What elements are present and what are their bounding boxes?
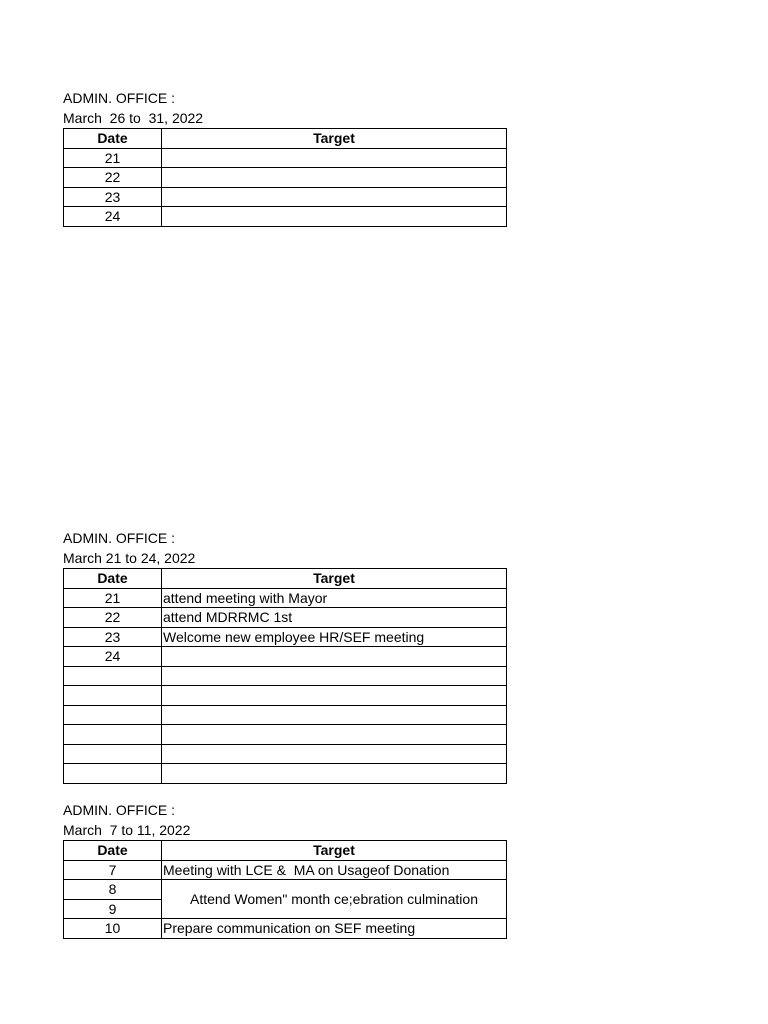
date-cell: 8 xyxy=(64,880,162,900)
table-row xyxy=(64,725,507,745)
table-row xyxy=(64,168,507,188)
table-row xyxy=(64,627,507,647)
office-heading: ADMIN. OFFICE : xyxy=(63,802,175,818)
table-row xyxy=(64,647,507,667)
date-cell: 22 xyxy=(64,608,162,628)
date-header: Date xyxy=(64,129,162,149)
table-row xyxy=(64,686,507,706)
target-header: Target xyxy=(162,129,507,149)
table-row xyxy=(64,744,507,764)
target-cell xyxy=(162,187,507,207)
target-cell xyxy=(162,705,507,725)
section-march-7-11 xyxy=(63,800,507,939)
office-heading: ADMIN. OFFICE : xyxy=(63,530,175,546)
target-cell: attend meeting with Mayor xyxy=(162,588,507,608)
table-row xyxy=(64,764,507,784)
date-header: Date xyxy=(64,841,162,861)
target-header: Target xyxy=(162,841,507,861)
target-cell xyxy=(162,148,507,168)
target-cell xyxy=(162,764,507,784)
table-row xyxy=(64,608,507,628)
target-cell xyxy=(162,168,507,188)
date-cell: 24 xyxy=(64,647,162,667)
header-row xyxy=(64,129,507,149)
date-cell: 9 xyxy=(64,899,162,919)
period-heading: March 7 to 11, 2022 xyxy=(63,822,191,838)
target-cell xyxy=(162,725,507,745)
target-table xyxy=(63,128,507,227)
period-heading: March 26 to 31, 2022 xyxy=(63,110,204,126)
target-cell xyxy=(162,686,507,706)
date-cell xyxy=(64,744,162,764)
date-cell: 23 xyxy=(64,187,162,207)
header-row xyxy=(64,841,507,861)
date-cell: 23 xyxy=(64,627,162,647)
target-cell: Prepare communication on SEF meeting xyxy=(162,919,507,939)
table-row xyxy=(64,207,507,227)
date-cell xyxy=(64,764,162,784)
header-row xyxy=(64,569,507,589)
table-row xyxy=(64,860,507,880)
table-row xyxy=(64,919,507,939)
date-cell xyxy=(64,666,162,686)
date-cell xyxy=(64,725,162,745)
date-cell: 24 xyxy=(64,207,162,227)
section-march-26-31 xyxy=(63,88,507,227)
target-cell xyxy=(162,744,507,764)
target-table xyxy=(63,840,507,939)
period-heading: March 21 to 24, 2022 xyxy=(63,550,196,566)
table-row xyxy=(64,148,507,168)
date-cell: 22 xyxy=(64,168,162,188)
date-cell: 21 xyxy=(64,588,162,608)
date-cell: 7 xyxy=(64,860,162,880)
date-cell xyxy=(64,705,162,725)
target-cell xyxy=(162,666,507,686)
section-march-21-24 xyxy=(63,528,507,784)
target-cell: Meeting with LCE & MA on Usageof Donation xyxy=(162,860,507,880)
target-cell: Welcome new employee HR/SEF meeting xyxy=(162,627,507,647)
date-header: Date xyxy=(64,569,162,589)
merged-target-cell: Attend Women" month ce;ebration culmination xyxy=(162,880,507,919)
table-row xyxy=(64,705,507,725)
target-cell: attend MDRRMC 1st xyxy=(162,608,507,628)
target-table xyxy=(63,568,507,784)
table-row xyxy=(64,666,507,686)
date-cell xyxy=(64,686,162,706)
table-row xyxy=(64,880,507,900)
date-cell: 10 xyxy=(64,919,162,939)
date-cell: 21 xyxy=(64,148,162,168)
table-row xyxy=(64,588,507,608)
target-cell xyxy=(162,207,507,227)
target-header: Target xyxy=(162,569,507,589)
office-heading: ADMIN. OFFICE : xyxy=(63,90,175,106)
table-row xyxy=(64,187,507,207)
target-cell xyxy=(162,647,507,667)
